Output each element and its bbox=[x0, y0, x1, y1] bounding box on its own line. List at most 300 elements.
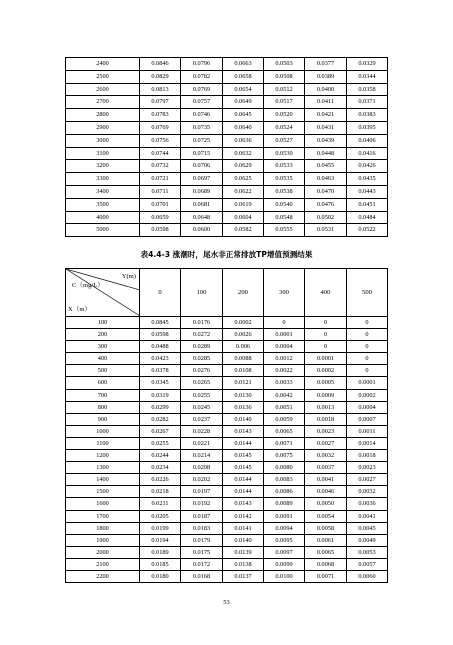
value-cell: 0.0443 bbox=[347, 185, 388, 198]
table-row bbox=[66, 70, 388, 83]
value-cell: 0.0538 bbox=[264, 185, 305, 198]
table-row bbox=[66, 317, 388, 329]
value-cell: 0.0046 bbox=[305, 486, 347, 498]
value-cell: 0.0144 bbox=[223, 437, 264, 449]
distance-cell: 1700 bbox=[66, 510, 140, 522]
value-cell: 0.0548 bbox=[264, 211, 305, 224]
value-cell: 0.0001 bbox=[347, 377, 388, 389]
value-cell: 0.0299 bbox=[140, 401, 181, 413]
table-row bbox=[66, 474, 388, 486]
value-cell: 0.0057 bbox=[347, 558, 388, 570]
table-row bbox=[66, 109, 388, 122]
x-axis-label: X（m） bbox=[68, 306, 92, 313]
value-cell: 0.0009 bbox=[305, 389, 347, 401]
value-cell: 0.0629 bbox=[223, 160, 264, 173]
value-cell: 0.0735 bbox=[181, 121, 223, 134]
distance-cell: 1300 bbox=[66, 462, 140, 474]
value-cell: 0.0503 bbox=[264, 58, 305, 71]
distance-cell: 2100 bbox=[66, 558, 140, 570]
table-row bbox=[66, 160, 388, 173]
distance-cell: 2500 bbox=[66, 70, 140, 83]
value-cell: 0.0255 bbox=[181, 389, 223, 401]
value-cell: 0.0185 bbox=[140, 558, 181, 570]
value-cell: 0.0517 bbox=[264, 96, 305, 109]
bottom-table-body bbox=[66, 317, 388, 583]
value-cell: 0.0145 bbox=[223, 450, 264, 462]
header-y-100: 100 bbox=[181, 269, 223, 317]
value-cell: 0.0026 bbox=[223, 329, 264, 341]
tp-increment-table bbox=[65, 268, 388, 583]
value-cell: 0.0358 bbox=[347, 83, 388, 96]
table-row bbox=[66, 365, 388, 377]
value-cell: 0.0746 bbox=[181, 109, 223, 122]
top-data-table bbox=[65, 57, 388, 237]
distance-cell: 2900 bbox=[66, 121, 140, 134]
y-axis-label: Y(m) bbox=[121, 273, 136, 280]
value-cell: 0.0345 bbox=[140, 377, 181, 389]
distance-cell: 2200 bbox=[66, 570, 140, 582]
value-cell: 0.0022 bbox=[264, 365, 305, 377]
value-cell: 0.0237 bbox=[181, 413, 223, 425]
value-cell: 0.0053 bbox=[347, 546, 388, 558]
distance-cell: 3200 bbox=[66, 160, 140, 173]
value-cell: 0.0533 bbox=[264, 160, 305, 173]
value-cell: 0 bbox=[347, 341, 388, 353]
value-cell: 0.0180 bbox=[140, 570, 181, 582]
table-row bbox=[66, 522, 388, 534]
value-cell: 0.0400 bbox=[305, 83, 347, 96]
value-cell: 0.0004 bbox=[347, 401, 388, 413]
value-cell: 0.0416 bbox=[347, 147, 388, 160]
distance-cell: 400 bbox=[66, 353, 140, 365]
value-cell: 0.0796 bbox=[181, 58, 223, 71]
value-cell: 0.0002 bbox=[223, 317, 264, 329]
page-number: 53 bbox=[223, 599, 230, 606]
value-cell: 0.0530 bbox=[264, 147, 305, 160]
distance-cell: 3400 bbox=[66, 185, 140, 198]
value-cell: 0 bbox=[347, 365, 388, 377]
table-row bbox=[66, 121, 388, 134]
value-cell: 0.0012 bbox=[264, 353, 305, 365]
value-cell: 0.0846 bbox=[140, 58, 181, 71]
value-cell: 0.0744 bbox=[140, 147, 181, 160]
value-cell: 0.0014 bbox=[347, 437, 388, 449]
value-cell: 0.0423 bbox=[140, 353, 181, 365]
value-cell: 0.0244 bbox=[140, 450, 181, 462]
table-row bbox=[66, 353, 388, 365]
value-cell: 0.0582 bbox=[223, 224, 264, 237]
value-cell: 0.0619 bbox=[223, 198, 264, 211]
table-row bbox=[66, 173, 388, 186]
value-cell: 0.0711 bbox=[140, 185, 181, 198]
value-cell: 0.0002 bbox=[305, 365, 347, 377]
distance-cell: 1200 bbox=[66, 450, 140, 462]
value-cell: 0.0512 bbox=[264, 83, 305, 96]
value-cell: 0.0255 bbox=[140, 437, 181, 449]
distance-cell: 2000 bbox=[66, 546, 140, 558]
value-cell: 0.0054 bbox=[305, 510, 347, 522]
value-cell: 0.0389 bbox=[305, 70, 347, 83]
table-row bbox=[66, 546, 388, 558]
table-row bbox=[66, 211, 388, 224]
value-cell: 0.0045 bbox=[347, 522, 388, 534]
table-row bbox=[66, 224, 388, 237]
value-cell: 0.0202 bbox=[181, 474, 223, 486]
value-cell: 0.0140 bbox=[223, 413, 264, 425]
table-row bbox=[66, 185, 388, 198]
value-cell: 0.0426 bbox=[347, 160, 388, 173]
value-cell: 0.0476 bbox=[305, 198, 347, 211]
value-cell: 0.0604 bbox=[223, 211, 264, 224]
value-cell: 0.0226 bbox=[140, 474, 181, 486]
distance-cell: 2800 bbox=[66, 109, 140, 122]
value-cell: 0.0143 bbox=[223, 425, 264, 437]
value-cell: 0.0192 bbox=[181, 498, 223, 510]
value-cell: 0.0502 bbox=[305, 211, 347, 224]
distance-cell: 1400 bbox=[66, 474, 140, 486]
diagonal-header-cell bbox=[66, 269, 140, 317]
value-cell: 0.0522 bbox=[347, 224, 388, 237]
value-cell: 0.0175 bbox=[181, 546, 223, 558]
distance-cell: 100 bbox=[66, 317, 140, 329]
table-row bbox=[66, 510, 388, 522]
value-cell: 0.0632 bbox=[223, 147, 264, 160]
distance-cell: 4000 bbox=[66, 211, 140, 224]
value-cell: 0.0431 bbox=[305, 121, 347, 134]
value-cell: 0.0732 bbox=[140, 160, 181, 173]
value-cell: 0.0681 bbox=[181, 198, 223, 211]
value-cell: 0.0524 bbox=[264, 121, 305, 134]
distance-cell: 3500 bbox=[66, 198, 140, 211]
value-cell: 0.0138 bbox=[223, 558, 264, 570]
value-cell: 0.0540 bbox=[264, 198, 305, 211]
header-row bbox=[66, 269, 388, 317]
value-cell: 0.0531 bbox=[305, 224, 347, 237]
value-cell: 0.0663 bbox=[223, 58, 264, 71]
value-cell: 0.0659 bbox=[140, 211, 181, 224]
value-cell: 0.0658 bbox=[223, 70, 264, 83]
value-cell: 0.0648 bbox=[181, 211, 223, 224]
value-cell: 0 bbox=[347, 353, 388, 365]
value-cell: 0.0140 bbox=[223, 534, 264, 546]
distance-cell: 1600 bbox=[66, 498, 140, 510]
value-cell: 0.0139 bbox=[223, 546, 264, 558]
table-row bbox=[66, 389, 388, 401]
table-row bbox=[66, 534, 388, 546]
value-cell: 0.0725 bbox=[181, 134, 223, 147]
table-row bbox=[66, 486, 388, 498]
value-cell: 0.0183 bbox=[181, 522, 223, 534]
value-cell: 0.0187 bbox=[181, 510, 223, 522]
distance-cell: 3300 bbox=[66, 173, 140, 186]
value-cell: 0.0041 bbox=[347, 510, 388, 522]
value-cell: 0.0329 bbox=[347, 58, 388, 71]
table-row bbox=[66, 462, 388, 474]
value-cell: 0.0051 bbox=[264, 401, 305, 413]
value-cell: 0.0001 bbox=[264, 329, 305, 341]
value-cell: 0.0075 bbox=[264, 450, 305, 462]
value-cell: 0.0689 bbox=[181, 185, 223, 198]
header-y-200: 200 bbox=[223, 269, 264, 317]
distance-cell: 2400 bbox=[66, 58, 140, 71]
value-cell: 0.0435 bbox=[347, 173, 388, 186]
value-cell: 0.0451 bbox=[347, 198, 388, 211]
value-cell: 0.0023 bbox=[305, 425, 347, 437]
table-row bbox=[66, 134, 388, 147]
distance-cell: 200 bbox=[66, 329, 140, 341]
value-cell: 0.0555 bbox=[264, 224, 305, 237]
value-cell: 0.0002 bbox=[347, 389, 388, 401]
value-cell: 0.0448 bbox=[305, 147, 347, 160]
value-cell: 0.0265 bbox=[181, 377, 223, 389]
distance-cell: 900 bbox=[66, 413, 140, 425]
value-cell: 0.0208 bbox=[181, 462, 223, 474]
value-cell: 0.0622 bbox=[223, 185, 264, 198]
value-cell: 0.0625 bbox=[223, 173, 264, 186]
value-cell: 0.0060 bbox=[347, 570, 388, 582]
value-cell: 0.0141 bbox=[223, 522, 264, 534]
distance-cell: 300 bbox=[66, 341, 140, 353]
value-cell: 0.0061 bbox=[305, 534, 347, 546]
distance-cell: 5000 bbox=[66, 224, 140, 237]
value-cell: 0.0088 bbox=[223, 353, 264, 365]
value-cell: 0.0083 bbox=[264, 474, 305, 486]
distance-cell: 1500 bbox=[66, 486, 140, 498]
value-cell: 0 bbox=[305, 317, 347, 329]
value-cell: 0.0439 bbox=[305, 134, 347, 147]
table-row bbox=[66, 413, 388, 425]
value-cell: 0.0050 bbox=[305, 498, 347, 510]
concentration-label: C（mg/L） bbox=[72, 282, 104, 289]
value-cell: 0.0130 bbox=[223, 389, 264, 401]
distance-cell: 2700 bbox=[66, 96, 140, 109]
value-cell: 0.0221 bbox=[181, 437, 223, 449]
table-row bbox=[66, 329, 388, 341]
header-y-500: 500 bbox=[347, 269, 388, 317]
distance-cell: 1000 bbox=[66, 425, 140, 437]
value-cell: 0.0769 bbox=[140, 121, 181, 134]
value-cell: 0.0421 bbox=[305, 109, 347, 122]
value-cell: 0.0211 bbox=[140, 498, 181, 510]
value-cell: 0.0319 bbox=[140, 389, 181, 401]
value-cell: 0.0535 bbox=[264, 173, 305, 186]
value-cell: 0.0001 bbox=[305, 353, 347, 365]
value-cell: 0.0059 bbox=[264, 413, 305, 425]
value-cell: 0.0144 bbox=[223, 486, 264, 498]
value-cell: 0.0783 bbox=[140, 109, 181, 122]
value-cell: 0.0377 bbox=[305, 58, 347, 71]
value-cell: 0.0042 bbox=[264, 389, 305, 401]
value-cell: 0.0099 bbox=[264, 558, 305, 570]
value-cell: 0.0094 bbox=[264, 522, 305, 534]
value-cell: 0.0285 bbox=[181, 353, 223, 365]
value-cell: 0 bbox=[305, 341, 347, 353]
table-caption: 表4.4-3 涨潮时，尾水非正常排放TP增值预测结果 bbox=[140, 250, 313, 259]
value-cell: 0.0033 bbox=[264, 377, 305, 389]
value-cell: 0 bbox=[264, 317, 305, 329]
value-cell: 0.0721 bbox=[140, 173, 181, 186]
header-y-0: 0 bbox=[140, 269, 181, 317]
table-row bbox=[66, 498, 388, 510]
value-cell: 0.0228 bbox=[181, 425, 223, 437]
value-cell: 0.0142 bbox=[223, 510, 264, 522]
value-cell: 0.0058 bbox=[305, 522, 347, 534]
value-cell: 0.0520 bbox=[264, 109, 305, 122]
value-cell: 0.0108 bbox=[223, 365, 264, 377]
table-row bbox=[66, 425, 388, 437]
table-row bbox=[66, 58, 388, 71]
value-cell: 0.0100 bbox=[264, 570, 305, 582]
value-cell: 0.0782 bbox=[181, 70, 223, 83]
value-cell: 0.0344 bbox=[347, 70, 388, 83]
value-cell: 0.0041 bbox=[305, 474, 347, 486]
value-cell: 0.0272 bbox=[181, 329, 223, 341]
value-cell: 0.0007 bbox=[347, 413, 388, 425]
value-cell: 0.0086 bbox=[264, 486, 305, 498]
value-cell: 0.0411 bbox=[305, 96, 347, 109]
distance-cell: 1100 bbox=[66, 437, 140, 449]
value-cell: 0.0383 bbox=[347, 109, 388, 122]
value-cell: 0.0600 bbox=[181, 224, 223, 237]
value-cell: 0.0018 bbox=[305, 413, 347, 425]
value-cell: 0.0245 bbox=[181, 401, 223, 413]
table-row bbox=[66, 147, 388, 160]
table-row bbox=[66, 341, 388, 353]
value-cell: 0.0011 bbox=[347, 425, 388, 437]
value-cell: 0.0068 bbox=[305, 558, 347, 570]
value-cell: 0.0197 bbox=[181, 486, 223, 498]
value-cell: 0 bbox=[305, 329, 347, 341]
distance-cell: 600 bbox=[66, 377, 140, 389]
table-row bbox=[66, 377, 388, 389]
value-cell: 0.0179 bbox=[181, 534, 223, 546]
value-cell: 0.0756 bbox=[140, 134, 181, 147]
value-cell: 0.0378 bbox=[140, 365, 181, 377]
value-cell: 0.0018 bbox=[347, 450, 388, 462]
distance-cell: 2600 bbox=[66, 83, 140, 96]
value-cell: 0.0144 bbox=[223, 474, 264, 486]
value-cell: 0.0168 bbox=[181, 570, 223, 582]
value-cell: 0.0267 bbox=[140, 425, 181, 437]
value-cell: 0.0406 bbox=[347, 134, 388, 147]
value-cell: 0.0701 bbox=[140, 198, 181, 211]
value-cell: 0 bbox=[347, 317, 388, 329]
value-cell: 0.0282 bbox=[140, 413, 181, 425]
value-cell: 0.0205 bbox=[140, 510, 181, 522]
top-table-body bbox=[66, 58, 388, 237]
value-cell: 0.0769 bbox=[181, 83, 223, 96]
distance-cell: 500 bbox=[66, 365, 140, 377]
value-cell: 0.0145 bbox=[223, 462, 264, 474]
value-cell: 0.0395 bbox=[347, 121, 388, 134]
value-cell: 0.0527 bbox=[264, 134, 305, 147]
value-cell: 0.0071 bbox=[264, 437, 305, 449]
value-cell: 0.0488 bbox=[140, 341, 181, 353]
value-cell: 0.0049 bbox=[347, 534, 388, 546]
value-cell: 0.0757 bbox=[181, 96, 223, 109]
table-row bbox=[66, 558, 388, 570]
header-y-300: 300 bbox=[264, 269, 305, 317]
value-cell: 0.0004 bbox=[264, 341, 305, 353]
value-cell: 0.0234 bbox=[140, 462, 181, 474]
value-cell: 0.0598 bbox=[140, 224, 181, 237]
value-cell: 0.0032 bbox=[347, 486, 388, 498]
value-cell: 0.0013 bbox=[305, 401, 347, 413]
value-cell: 0.0455 bbox=[305, 160, 347, 173]
value-cell: 0.0091 bbox=[264, 510, 305, 522]
value-cell: 0.0214 bbox=[181, 450, 223, 462]
value-cell: 0.0470 bbox=[305, 185, 347, 198]
value-cell: 0.0218 bbox=[140, 486, 181, 498]
value-cell: 0.0813 bbox=[140, 83, 181, 96]
value-cell: 0.0640 bbox=[223, 121, 264, 134]
value-cell: 0.0706 bbox=[181, 160, 223, 173]
value-cell: 0.0829 bbox=[140, 70, 181, 83]
value-cell: 0.0697 bbox=[181, 173, 223, 186]
value-cell: 0.0065 bbox=[305, 546, 347, 558]
value-cell: 0.0289 bbox=[181, 341, 223, 353]
value-cell: 0.0172 bbox=[181, 558, 223, 570]
value-cell: 0 bbox=[347, 329, 388, 341]
value-cell: 0.0023 bbox=[347, 462, 388, 474]
value-cell: 0.0032 bbox=[305, 450, 347, 462]
distance-cell: 700 bbox=[66, 389, 140, 401]
value-cell: 0.0065 bbox=[264, 425, 305, 437]
table-row bbox=[66, 96, 388, 109]
value-cell: 0.0645 bbox=[223, 109, 264, 122]
value-cell: 0.0598 bbox=[140, 329, 181, 341]
distance-cell: 3100 bbox=[66, 147, 140, 160]
value-cell: 0.0027 bbox=[305, 437, 347, 449]
value-cell: 0.0143 bbox=[223, 498, 264, 510]
table-row bbox=[66, 401, 388, 413]
value-cell: 0.0715 bbox=[181, 147, 223, 160]
table-row bbox=[66, 83, 388, 96]
header-y-400: 400 bbox=[305, 269, 347, 317]
value-cell: 0.0176 bbox=[181, 317, 223, 329]
distance-cell: 1900 bbox=[66, 534, 140, 546]
table-row bbox=[66, 570, 388, 582]
value-cell: 0.0797 bbox=[140, 96, 181, 109]
value-cell: 0.0136 bbox=[223, 401, 264, 413]
value-cell: 0.0189 bbox=[140, 546, 181, 558]
value-cell: 0.0463 bbox=[305, 173, 347, 186]
value-cell: 0.0199 bbox=[140, 522, 181, 534]
value-cell: 0.0005 bbox=[305, 377, 347, 389]
value-cell: 0.0095 bbox=[264, 534, 305, 546]
value-cell: 0.0508 bbox=[264, 70, 305, 83]
table-row bbox=[66, 437, 388, 449]
value-cell: 0.0089 bbox=[264, 498, 305, 510]
distance-cell: 800 bbox=[66, 401, 140, 413]
value-cell: 0.0636 bbox=[223, 134, 264, 147]
value-cell: 0.0080 bbox=[264, 462, 305, 474]
value-cell: 0.0276 bbox=[181, 365, 223, 377]
value-cell: 0.0037 bbox=[305, 462, 347, 474]
value-cell: 0.0137 bbox=[223, 570, 264, 582]
value-cell: 0.0371 bbox=[347, 96, 388, 109]
distance-cell: 1800 bbox=[66, 522, 140, 534]
table-row bbox=[66, 450, 388, 462]
value-cell: 0.0121 bbox=[223, 377, 264, 389]
distance-cell: 3000 bbox=[66, 134, 140, 147]
value-cell: 0.0649 bbox=[223, 96, 264, 109]
value-cell: 0.0484 bbox=[347, 211, 388, 224]
value-cell: 0.0194 bbox=[140, 534, 181, 546]
value-cell: 0.0071 bbox=[305, 570, 347, 582]
value-cell: 0.0845 bbox=[140, 317, 181, 329]
value-cell: 0.0027 bbox=[347, 474, 388, 486]
